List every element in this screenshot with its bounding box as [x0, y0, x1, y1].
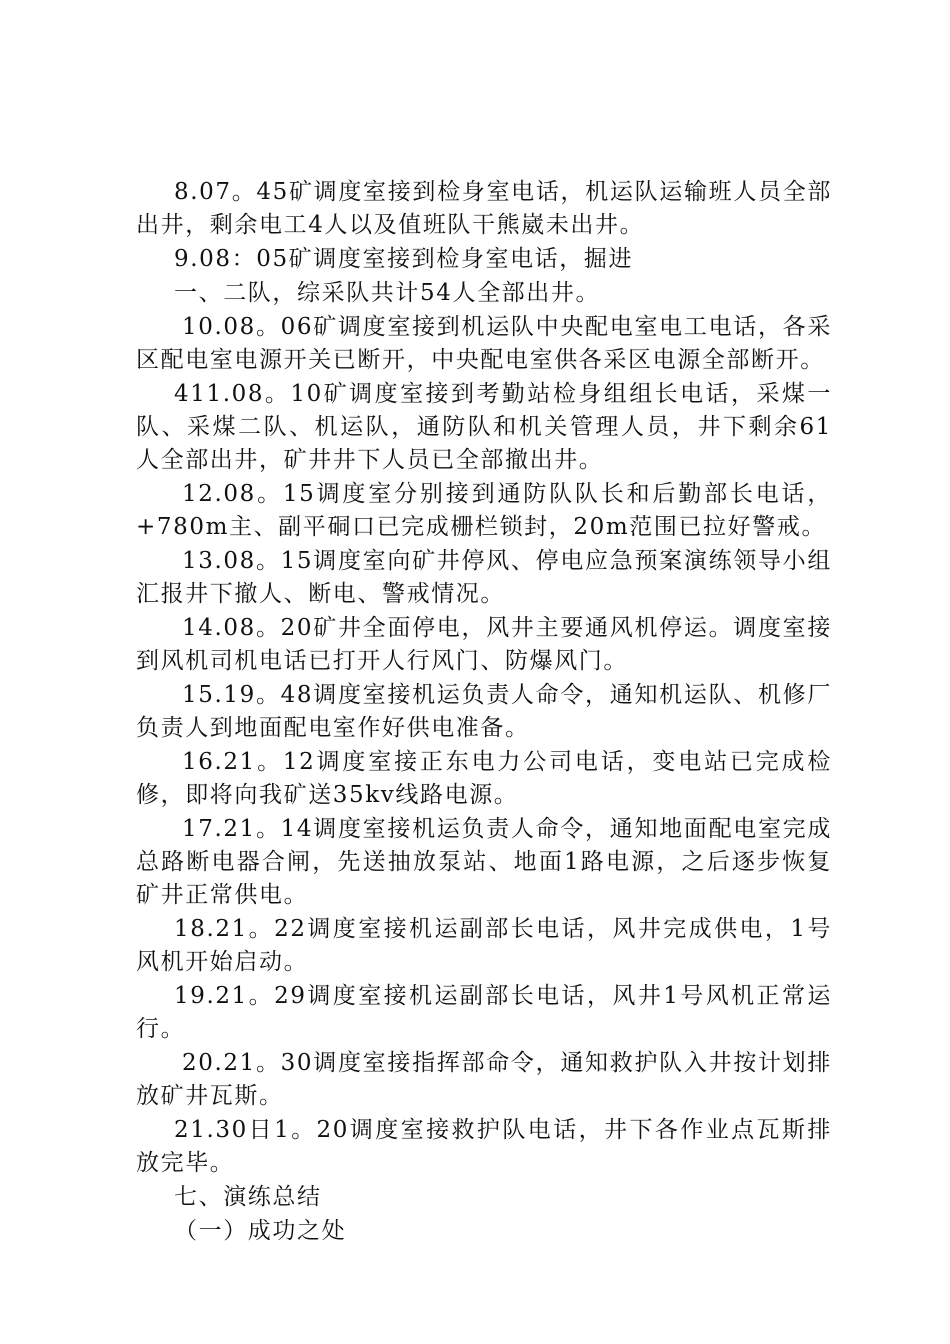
section-heading-summary: 七、演练总结: [174, 1184, 322, 1210]
paragraph-15: 15.19。48调度室接机运负责人命令，通知机运队、机修厂负责人到地面配电室作好供电准备。: [136, 682, 832, 741]
paragraph-17: 17.21。14调度室接机运负责人命令，通知地面配电室完成总路断电器合闸，先送抽放泵站、地面1路电源，之后逐步恢复矿井正常供电。: [136, 816, 832, 908]
paragraph-10: 10.08。06矿调度室接到机运队中央配电室电工电话，各采区配电室电源开关已断开，中央配电室供各采区电源全部断开。: [136, 314, 832, 373]
paragraph-20: 20.21。30调度室接指挥部命令，通知救护队入井按计划排放矿井瓦斯。: [136, 1050, 832, 1109]
paragraph-13: 13.08。15调度室向矿井停风、停电应急预案演练领导小组汇报井下撤人、断电、警戒情况。: [136, 548, 832, 607]
paragraph-8: 8.07。45矿调度室接到检身室电话，机运队运输班人员全部出井，剩余电工4人以及值班队干熊崴未出井。: [136, 179, 832, 238]
paragraph-9: 9.08：05矿调度室接到检身室电话，掘进: [174, 246, 634, 272]
paragraph-9-continued: 一、二队，综采队共计54人全部出井。: [174, 280, 601, 306]
subsection-heading-successes: （一）成功之处: [174, 1218, 347, 1244]
paragraph-11: 411.08。10矿调度室接到考勤站检身组组长电话，采煤一队、采煤二队、机运队，通防队和机关管理人员，井下剩余61人全部出井，矿井井下人员已全部撤出井。: [136, 381, 832, 473]
document-body: [136, 176, 832, 1249]
paragraph-16: 16.21。12调度室接正东电力公司电话，变电站已完成检修，即将向我矿送35kv线路电源。: [136, 749, 832, 808]
paragraph-12: 12.08。15调度室分别接到通防队队长和后勤部长电话，+780m主、副平硐口已完成栅栏锁封，20m范围已拉好警戒。: [136, 481, 832, 540]
paragraph-18: 18.21。22调度室接机运副部长电话，风井完成供电，1号风机开始启动。: [136, 916, 832, 975]
paragraph-14: 14.08。20矿井全面停电，风井主要通风机停运。调度室接到风机司机电话已打开人行风门、防爆风门。: [136, 615, 832, 674]
paragraph-19: 19.21。29调度室接机运副部长电话，风井1号风机正常运行。: [136, 983, 832, 1042]
paragraph-21: 21.30日1。20调度室接救护队电话，井下各作业点瓦斯排放完毕。: [136, 1117, 832, 1176]
